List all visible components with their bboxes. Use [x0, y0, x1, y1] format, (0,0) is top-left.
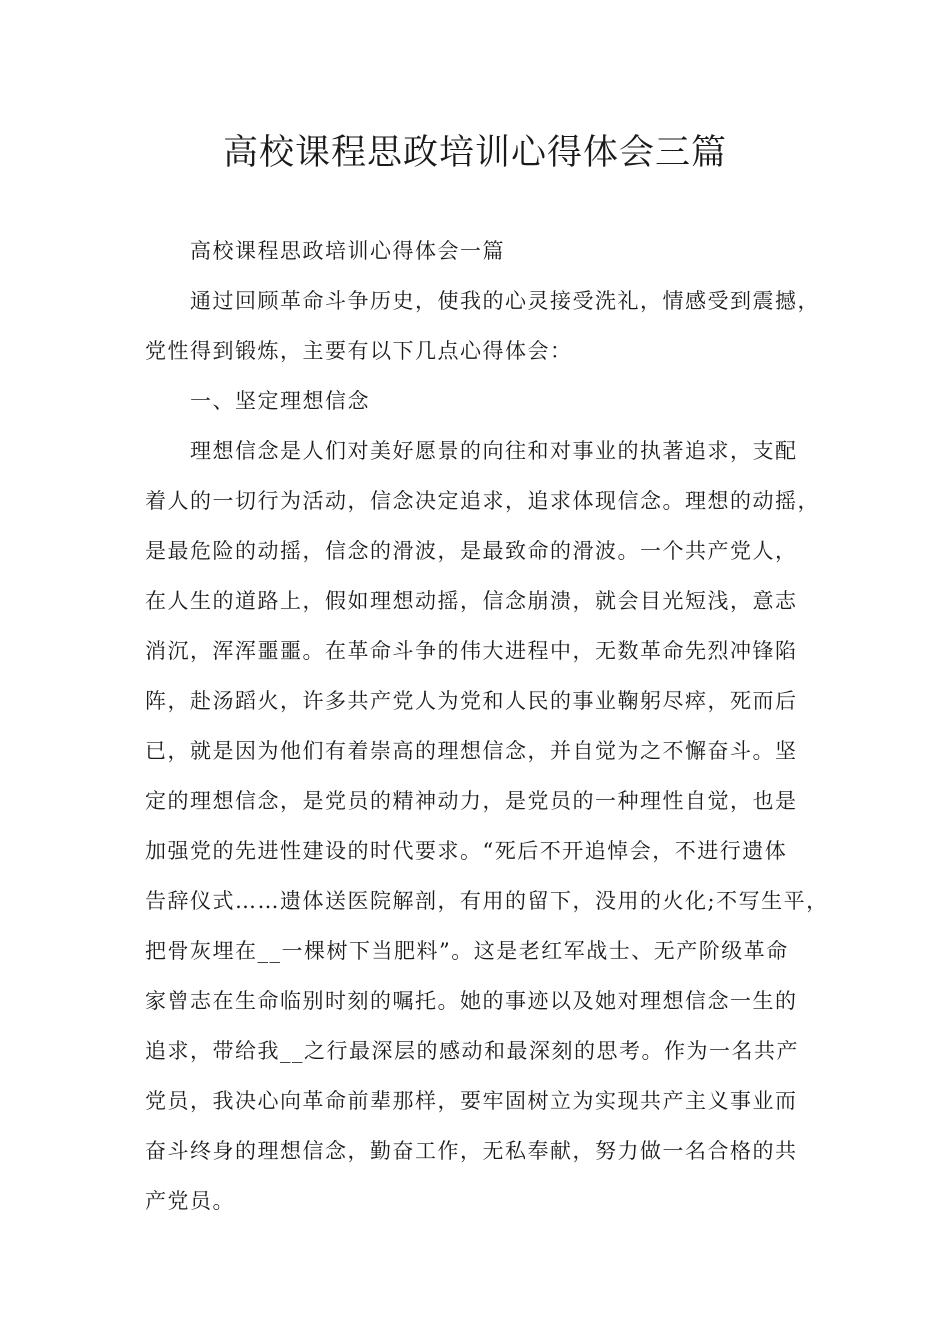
- paragraph-line: 消沉，浑浑噩噩。在革命斗争的伟大进程中，无数革命先烈冲锋陷: [145, 639, 798, 663]
- paragraph-line: 奋斗终身的理想信念，勤奋工作，无私奉献，努力做一名合格的共: [145, 1139, 798, 1163]
- paragraph-line: 在人生的道路上，假如理想动摇，信念崩溃，就会目光短浅，意志: [145, 589, 798, 613]
- paragraph-line: 告辞仪式……遗体送医院解剖，有用的留下，没用的火化;不写生平，: [145, 889, 829, 913]
- paragraph-line: 家曾志在生命临别时刻的嘱托。她的事迹以及她对理想信念一生的: [145, 989, 798, 1013]
- paragraph-line: 党员，我决心向革命前辈那样，要牢固树立为实现共产主义事业而: [145, 1089, 798, 1113]
- paragraph-line: 产党员。: [145, 1189, 235, 1213]
- paragraph-line: 理想信念是人们对美好愿景的向往和对事业的执著追求，支配: [190, 439, 798, 463]
- subsection-heading: 一、坚定理想信念: [190, 389, 370, 413]
- paragraph-line: 着人的一切行为活动，信念决定追求，追求体现信念。理想的动摇，: [145, 489, 820, 513]
- paragraph-line: 把骨灰埋在__一棵树下当肥料”。这是老红军战士、无产阶级革命: [145, 939, 789, 963]
- paragraph-line: 党性得到锻炼，主要有以下几点心得体会：: [145, 339, 573, 363]
- document-title: 高校课程思政培训心得体会三篇: [222, 133, 727, 173]
- paragraph-line: 通过回顾革命斗争历史，使我的心灵接受洗礼，情感受到震撼，: [190, 289, 820, 313]
- paragraph-line: 定的理想信念，是党员的精神动力，是党员的一种理性自觉，也是: [145, 789, 798, 813]
- paragraph-line: 是最危险的动摇，信念的滑波，是最致命的滑波。一个共产党人，: [145, 539, 798, 563]
- paragraph-line: 加强党的先进性建设的时代要求。“死后不开追悼会，不进行遗体: [145, 839, 788, 863]
- paragraph-line: 阵，赴汤蹈火，许多共产党人为党和人民的事业鞠躬尽瘁，死而后: [145, 689, 798, 713]
- paragraph-line: 追求，带给我__之行最深层的感动和最深刻的思考。作为一名共产: [145, 1039, 799, 1063]
- paragraph-line: 已，就是因为他们有着崇高的理想信念，并自觉为之不懈奋斗。坚: [145, 739, 798, 763]
- section-heading-part-one: 高校课程思政培训心得体会一篇: [190, 239, 505, 263]
